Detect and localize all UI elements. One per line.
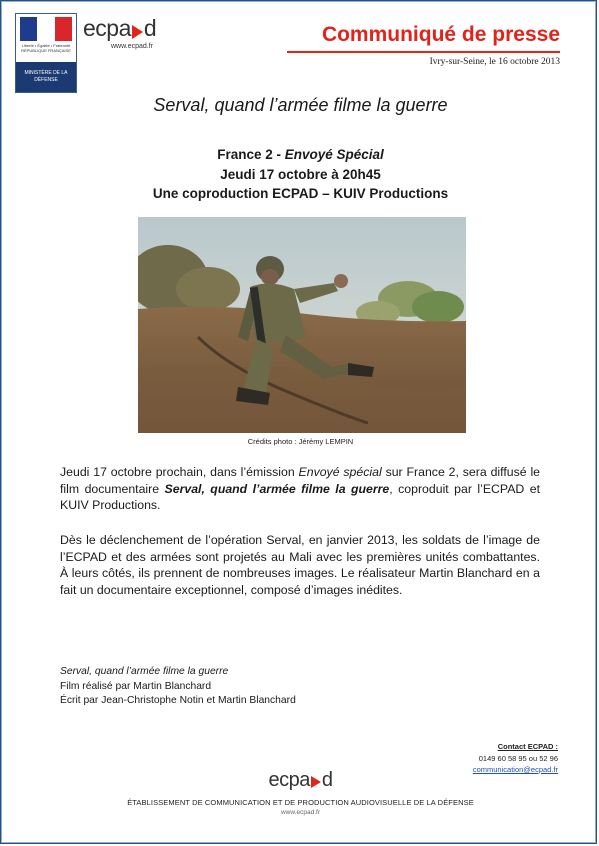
film-writers: Écrit par Jean-Christophe Notin et Martin Blanchard — [60, 695, 296, 706]
contact-phone: 0149 60 58 95 ou 52 96 — [478, 753, 558, 763]
dateline: Ivry-sur-Seine, le 16 octobre 2013 — [429, 57, 560, 67]
republic-motto: Liberté • Égalité • Fraternité RÉPUBLIQUE FRANÇAISE — [21, 43, 71, 53]
ministry-name: MINISTÈRE DE LA DÉFENSE — [16, 62, 76, 92]
contact-heading: Contact ECPAD : — [497, 742, 558, 751]
footer-logo-right: d — [321, 769, 333, 791]
photo-credit: Crédits photo : Jérémy LEMPIN — [247, 437, 354, 446]
footer-website-link[interactable]: www.ecpad.fr — [280, 809, 321, 816]
intro-film-title: Serval, quand l’armée filme la guerre — [164, 481, 390, 496]
title-underline — [287, 51, 560, 53]
broadcast-channel — [1, 147, 599, 162]
contact-email-link[interactable]: communication@ecpad.fr — [472, 765, 558, 774]
footer-logo-left: ecpa — [268, 769, 310, 791]
film-credits — [60, 665, 296, 709]
intro-program-name: Envoyé spécial — [298, 465, 382, 479]
program-name: Envoyé Spécial — [284, 147, 384, 162]
intro-text-2: sur France 2, sera diffusé le film documentaire — [60, 465, 541, 496]
film-credits-title: Serval, quand l’armée filme la guerre — [60, 666, 229, 677]
soldier-photo — [138, 217, 466, 433]
ecpad-logo-website: www.ecpad.fr — [111, 43, 154, 50]
footer-arrow-icon — [311, 776, 321, 788]
footer-ecpad-logo — [1, 769, 599, 792]
channel-name: France 2 - — [217, 147, 285, 162]
ecpad-logo — [83, 15, 183, 55]
paragraph-intro — [60, 464, 540, 514]
coproduction-line: Une coproduction ECPAD – KUIV Productions — [152, 186, 449, 201]
intro-text-3: , coproduit par l’ECPAD et KUIV Productions. — [60, 481, 541, 512]
ministry-logo — [15, 13, 77, 93]
footer-organization-name: ÉTABLISSEMENT DE COMMUNICATION ET DE PRODUCTION AUDIOVISUELLE DE LA DÉFENSE — [127, 798, 474, 807]
ecpad-logo-right: d — [143, 15, 157, 41]
film-director: Film réalisé par Martin Blanchard — [60, 680, 212, 692]
paragraph-operation: Dès le déclenchement de l’opération Serval, en janvier 2013, les soldats de l’image de l’ECPAD et des armées sont projetés au Mali avec les premières unités combattantes. À leurs côtés, ils prennent de nombreuses images. Le réalisateur Martin Blanchard en a fait un documentaire exceptionnel, composé d’images inédites. — [60, 533, 540, 597]
press-release-title: Communiqué de presse — [321, 23, 560, 46]
ecpad-arrow-icon — [132, 25, 143, 39]
intro-text-1: Jeudi 17 octobre prochain, dans l’émission — [60, 465, 299, 479]
french-flag-icon — [20, 17, 72, 41]
ecpad-logo-left: ecpa — [83, 15, 131, 41]
document-title: Serval, quand l’armée filme la guerre — [153, 95, 448, 115]
broadcast-date: Jeudi 17 octobre à 20h45 — [220, 167, 381, 182]
